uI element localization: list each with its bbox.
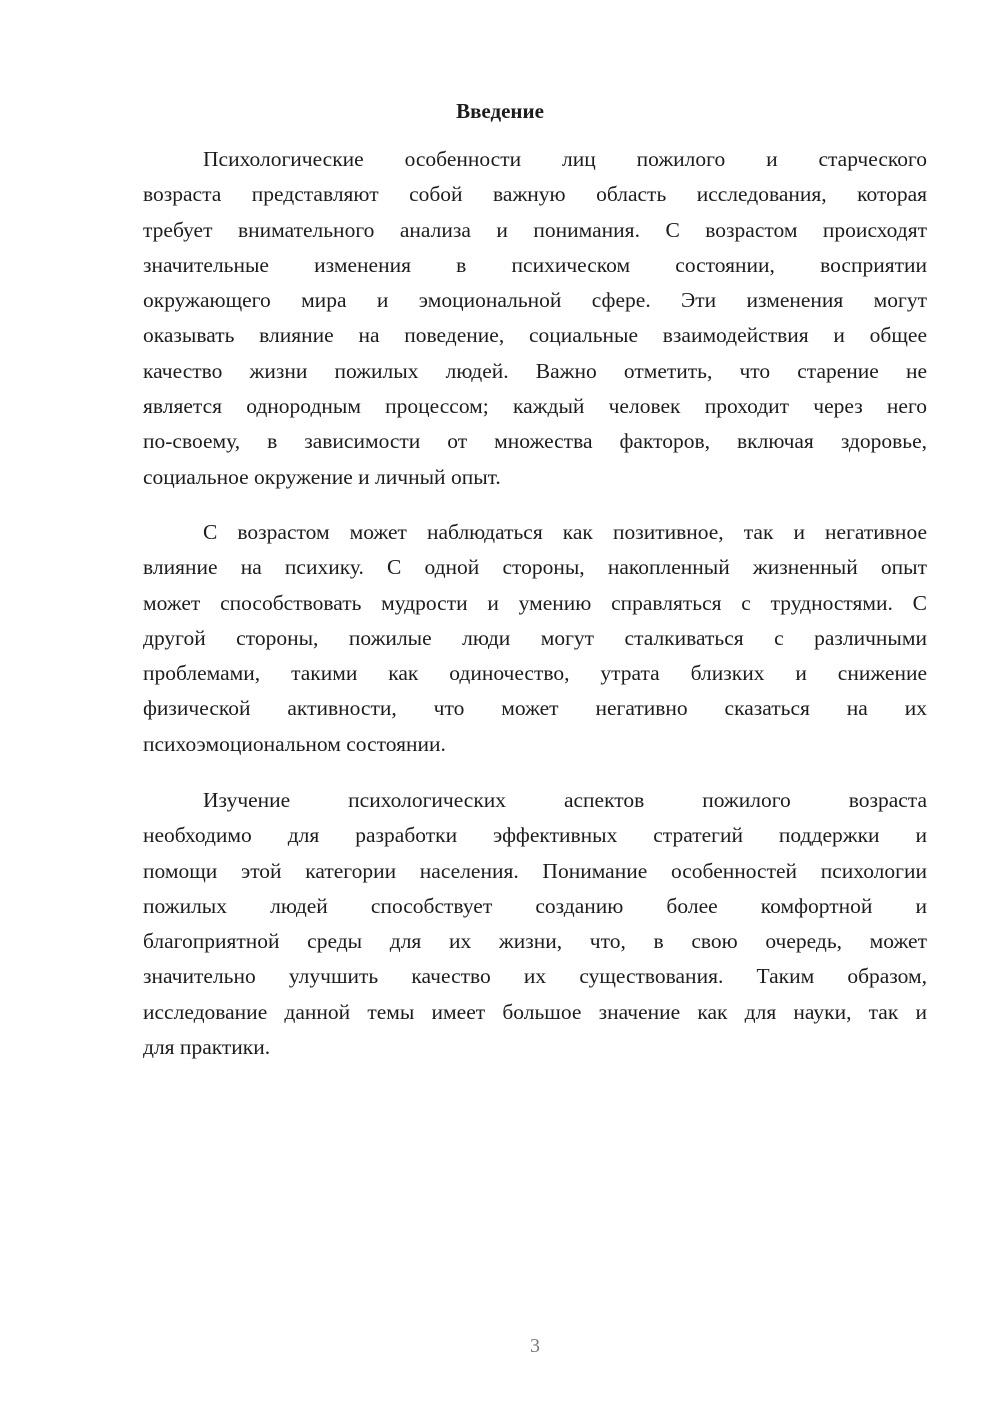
text-line: Психологические особенности лиц пожилого и старческого (203, 147, 927, 171)
text-line: может способствовать мудрости и умению справляться с трудностями. С (143, 590, 927, 615)
text-line: требует внимательного анализа и понимания. С возрастом происходят (143, 217, 927, 242)
text-line: необходимо для разработки эффективных стратегий поддержки и (143, 823, 927, 848)
text-line: окружающего мира и эмоциональной сфере. Эти изменения могут (143, 288, 927, 313)
text-line: пожилых людей способствует созданию более комфортной и (143, 893, 927, 918)
text-line: помощи этой категории населения. Понимание особенностей психологии (143, 858, 927, 883)
text-line: значительные изменения в психическом состоянии, восприятии (143, 252, 927, 277)
text-line: по-своему, в зависимости от множества факторов, включая здоровье, (143, 429, 927, 454)
text-line: исследование данной темы имеет большое значение как для науки, так и (143, 999, 927, 1024)
text-line: проблемами, такими как одиночество, утрата близких и снижение (143, 661, 927, 686)
text-line: является однородным процессом; каждый человек проходит через него (143, 394, 927, 419)
page-number: 3 (530, 1335, 540, 1357)
text-line: качество жизни пожилых людей. Важно отметить, что старение не (143, 358, 927, 383)
text-line: возраста представляют собой важную область исследования, которая (143, 182, 927, 207)
text-line: другой стороны, пожилые люди могут сталкиваться с различными (143, 625, 927, 650)
paragraph-2 (143, 515, 927, 762)
page-title: Введение (456, 99, 544, 123)
paragraph-3 (143, 783, 927, 1065)
text-line: С возрастом может наблюдаться как позитивное, так и негативное (203, 520, 927, 544)
text-line: значительно улучшить качество их существования. Таким образом, (143, 964, 927, 989)
text-line: психоэмоциональном состоянии. (143, 731, 446, 756)
text-line: благоприятной среды для их жизни, что, в свою очередь, может (143, 929, 927, 954)
text-line: физической активности, что может негативно сказаться на их (143, 696, 927, 721)
text-line: Изучение психологических аспектов пожилого возраста (203, 788, 927, 812)
text-line: социальное окружение и личный опыт. (143, 464, 501, 489)
text-line: для практики. (143, 1035, 271, 1060)
paragraph-1 (143, 142, 927, 495)
text-line: оказывать влияние на поведение, социальные взаимодействия и общее (143, 323, 927, 348)
text-line: влияние на психику. С одной стороны, накопленный жизненный опыт (143, 555, 927, 580)
